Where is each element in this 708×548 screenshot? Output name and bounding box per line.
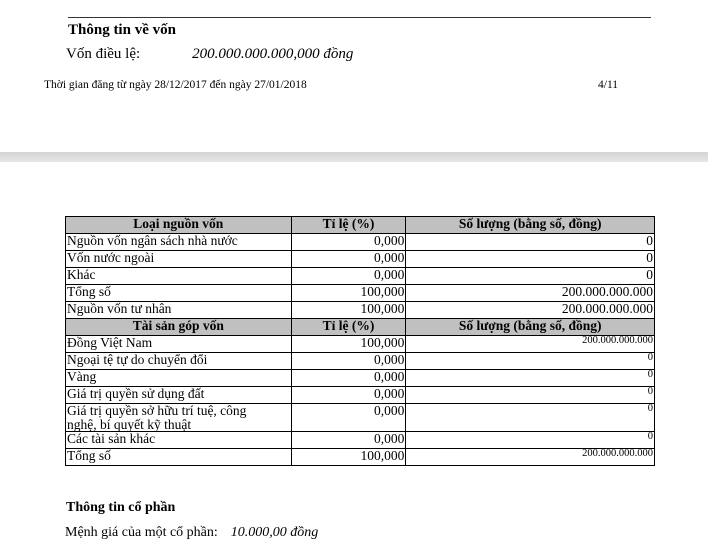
row-label: Giá trị quyền sử dụng đất: [66, 387, 292, 404]
page-break: [0, 152, 708, 162]
source-type-header: Loại nguồn vốn: [66, 217, 292, 234]
asset-header-row: [66, 319, 655, 336]
table-row: [66, 449, 655, 466]
row-label: Khác: [66, 268, 292, 285]
charter-capital-line: [66, 46, 353, 63]
capital-table: [65, 216, 655, 466]
amount-header: Số lượng (bằng số, đồng): [406, 319, 655, 336]
row-label: Các tài sản khác: [66, 432, 292, 449]
share-section-title: Thông tin cổ phần: [66, 500, 176, 515]
row-amount: 0: [406, 387, 655, 404]
row-amount: 0: [406, 432, 655, 449]
row-label: Nguồn vốn ngân sách nhà nước: [66, 234, 292, 251]
registration-period: Thời gian đăng từ ngày 28/12/2017 đến ngày 27/01/2018: [44, 79, 307, 91]
row-amount: 0: [406, 370, 655, 387]
page-number: 4/11: [598, 79, 619, 91]
row-amount: 200.000.000.000: [406, 449, 655, 466]
par-value: 10.000,00 đồng: [230, 525, 319, 540]
row-ratio: 0,000: [291, 251, 406, 268]
ratio-header: Tỉ lệ (%): [291, 217, 406, 234]
row-amount: 0: [406, 353, 655, 370]
row-ratio: 100,000: [291, 336, 406, 353]
top-divider: [68, 17, 651, 18]
row-ratio: 0,000: [291, 234, 406, 251]
table-row: [66, 251, 655, 268]
table-row: [66, 336, 655, 353]
table-row: [66, 387, 655, 404]
row-label: Nguồn vốn tư nhân: [66, 302, 292, 319]
asset-type-header: Tài sản góp vốn: [66, 319, 292, 336]
row-ratio: 0,000: [291, 268, 406, 285]
row-ratio: 100,000: [291, 285, 406, 302]
table-row: [66, 285, 655, 302]
row-label-line: Giá trị quyền sở hữu trí tuệ, công: [67, 403, 247, 418]
row-amount: 200.000.000.000: [406, 336, 655, 353]
row-label: Tổng số: [66, 285, 292, 302]
table-row: [66, 404, 655, 432]
row-ratio: 100,000: [291, 302, 406, 319]
charter-capital-value: 200.000.000.000,000 đồng: [192, 46, 354, 62]
row-amount: 200.000.000.000: [406, 302, 655, 319]
par-value-label: Mệnh giá của một cổ phần:: [65, 525, 218, 540]
row-label: Đồng Việt Nam: [66, 336, 292, 353]
row-label: Ngoại tệ tự do chuyển đổi: [66, 353, 292, 370]
table-row: [66, 268, 655, 285]
row-amount: 0: [406, 251, 655, 268]
row-label: Vàng: [66, 370, 292, 387]
row-label: Vốn nước ngoài: [66, 251, 292, 268]
capital-section-title: Thông tin về vốn: [68, 22, 176, 38]
row-ratio: 0,000: [291, 404, 406, 432]
amount-header: Số lượng (bằng số, đồng): [406, 217, 655, 234]
source-header-row: [66, 217, 655, 234]
charter-capital-label: Vốn điều lệ:: [66, 46, 141, 62]
row-label: Tổng số: [66, 449, 292, 466]
row-label-line: nghệ, bí quyết kỹ thuật: [67, 416, 192, 432]
table-row: [66, 353, 655, 370]
row-amount: 0: [406, 404, 655, 432]
row-amount: 200.000.000.000: [406, 285, 655, 302]
table-row: [66, 432, 655, 449]
row-label: [66, 404, 292, 432]
row-ratio: 0,000: [291, 387, 406, 404]
table-row: [66, 370, 655, 387]
row-amount: 0: [406, 234, 655, 251]
table-row: [66, 234, 655, 251]
par-value-line: [65, 525, 318, 541]
table-row: [66, 302, 655, 319]
row-ratio: 0,000: [291, 353, 406, 370]
row-ratio: 100,000: [291, 449, 406, 466]
ratio-header: Tỉ lệ (%): [291, 319, 406, 336]
row-ratio: 0,000: [291, 370, 406, 387]
row-amount: 0: [406, 268, 655, 285]
row-ratio: 0,000: [291, 432, 406, 449]
